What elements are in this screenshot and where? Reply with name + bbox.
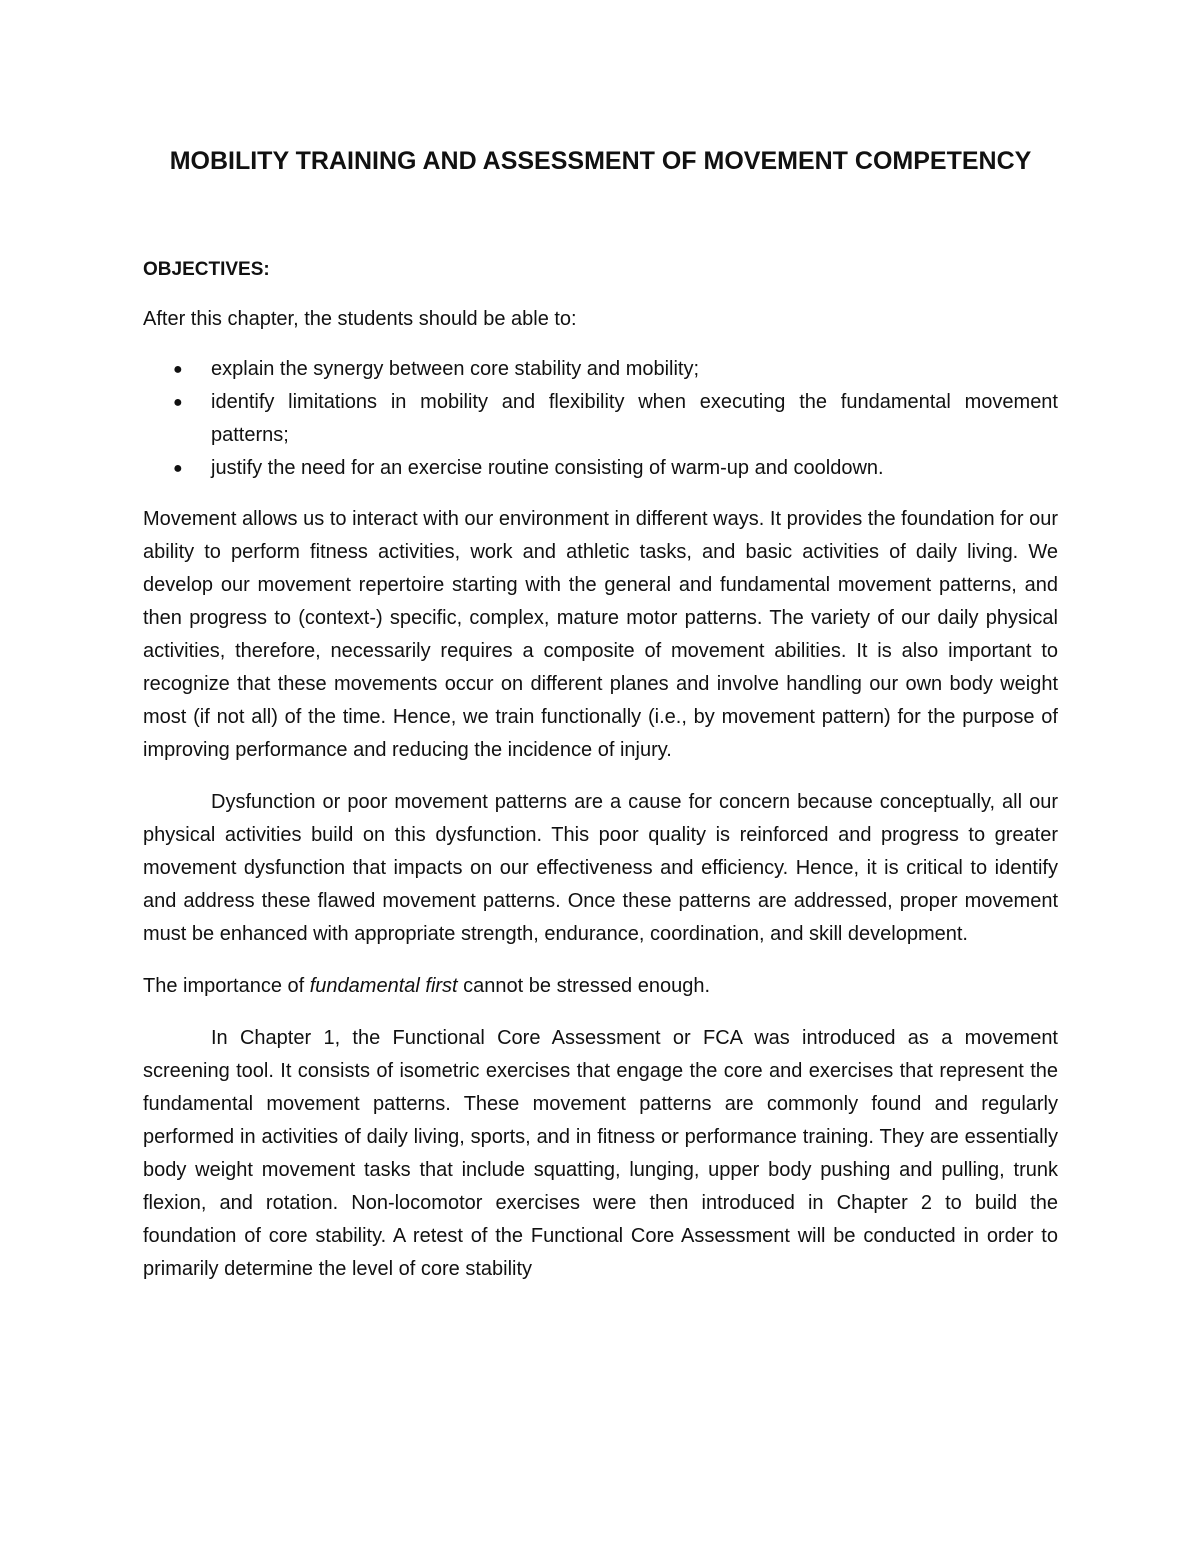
- objective-item: [143, 353, 1058, 386]
- objective-item: [143, 452, 1058, 485]
- document-content: [143, 145, 1058, 1286]
- objective-text: identify limitations in mobility and flexibility when executing the fundamental movement patterns;: [211, 391, 1058, 446]
- paragraph-movement: Movement allows us to interact with our environment in different ways. It provides the foundation for our ability to perform fitness activities, work and athletic tasks, and basic activities of daily living. We develop our movement repertoire starting with the general and fundamental movement patterns, and then progress to (context-) specific, complex, mature motor patterns. The variety of our daily physical activities, therefore, necessarily requires a composite of movement abilities. It is also important to recognize that these movements occur on different planes and involve handling our own body weight most (if not all) of the time. Hence, we train functionally (i.e., by movement pattern) for the purpose of improving performance and reducing the incidence of injury.: [143, 508, 1058, 761]
- document-title: MOBILITY TRAINING AND ASSESSMENT OF MOVEMENT COMPETENCY: [169, 147, 1032, 175]
- objectives-list: [143, 353, 1058, 485]
- importance-text-after: cannot be stressed enough.: [457, 975, 711, 997]
- paragraph-importance: [143, 970, 1058, 1003]
- importance-emphasis: fundamental first: [309, 975, 458, 997]
- bullet-icon: ●: [173, 361, 183, 378]
- paragraph-dysfunction: Dysfunction or poor movement patterns are a cause for concern because conceptually, all our physical activities build on this dysfunction. This poor quality is reinforced and progress to greater movement dysfunction that impacts on our effectiveness and efficiency. Hence, it is critical to identify and address these flawed movement patterns. Once these patterns are addressed, proper movement must be enhanced with appropriate strength, endurance, coordination, and skill development.: [143, 791, 1058, 945]
- objective-text: justify the need for an exercise routine consisting of warm-up and cooldown.: [211, 457, 884, 479]
- objective-item: [143, 386, 1058, 452]
- bullet-icon: ●: [173, 460, 183, 477]
- paragraph-chapter1: In Chapter 1, the Functional Core Assessment or FCA was introduced as a movement screening tool. It consists of isometric exercises that engage the core and exercises that represent the fundamental movement patterns. These movement patterns are commonly found and regularly performed in activities of daily living, sports, and in fitness or performance training. They are essentially body weight movement tasks that include squatting, lunging, upper body pushing and pulling, trunk flexion, and rotation. Non-locomotor exercises were then introduced in Chapter 2 to build the foundation of core stability. A retest of the Functional Core Assessment will be conducted in order to primarily determine the level of core stability: [143, 1027, 1058, 1280]
- objectives-intro: After this chapter, the students should be able to:: [143, 308, 577, 330]
- objective-text: explain the synergy between core stability and mobility;: [211, 358, 700, 380]
- objectives-heading: OBJECTIVES:: [143, 259, 270, 280]
- importance-text-before: The importance of: [143, 975, 310, 997]
- bullet-icon: ●: [173, 394, 183, 411]
